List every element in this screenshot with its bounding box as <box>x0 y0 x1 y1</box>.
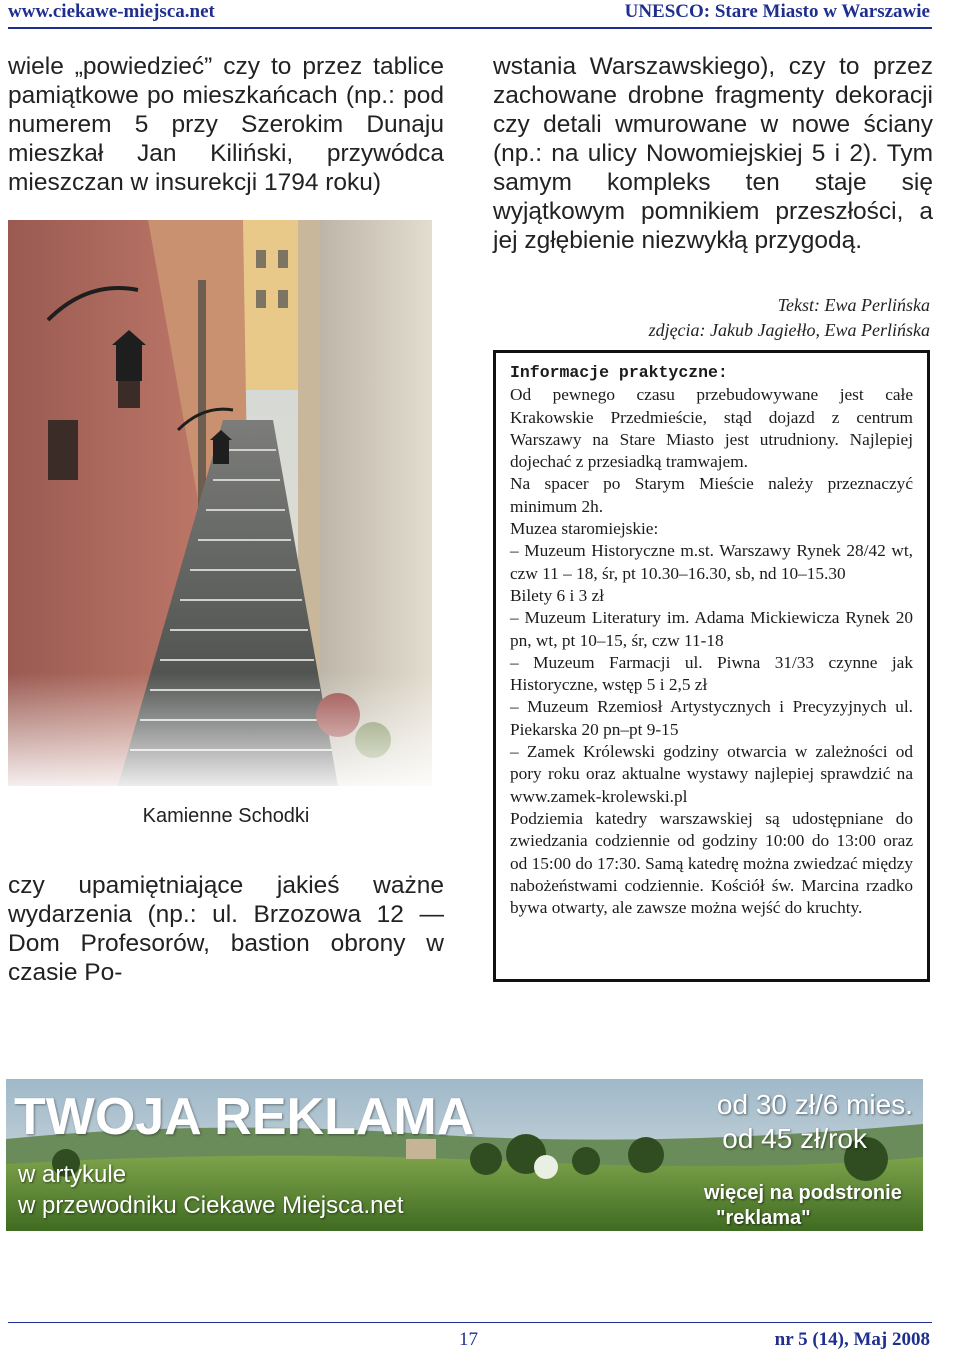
info-paragraph: – Zamek Królewski godziny otwarcia w zależności od pory roku oraz aktualne wystawy najlepiej sprawdzić na www.zamek-krolewski.pl <box>510 742 913 806</box>
issue-label: nr 5 (14), Maj 2008 <box>774 1329 930 1350</box>
info-paragraph: – Muzeum Farmacji ul. Piwna 31/33 czynne jak Historyczne, wstęp 5 i 2,5 zł <box>510 652 913 695</box>
stairs-illustration <box>8 220 432 786</box>
info-paragraph: – Muzeum Historyczne m.st. Warszawy Rynek 28/42 wt, czw 11 – 18, śr, pt 10.30–16.30, sb, nd 10–15.30 <box>510 541 913 583</box>
header-rule <box>8 27 932 29</box>
ad-more-info-line-2[interactable]: "reklama" <box>716 1207 811 1229</box>
ad-subline-2: w przewodniku Ciekawe Miejsca.net <box>18 1192 404 1219</box>
ad-subline-1: w artykule <box>18 1161 127 1188</box>
ad-price-6-months: od 30 zł/6 mies. <box>716 1089 913 1120</box>
left-column-bottom-text: czy upamiętniające jakieś ważne wydarzenia (np.: ul. Brzozowa 12 — Dom Profesorów, bastion obrony w czasie Po- <box>8 872 444 986</box>
ad-headline: TWOJA REKLAMA <box>14 1088 475 1146</box>
info-paragraph: Od pewnego czasu przebudowywane jest całe Krakowskie Przedmieście, stąd dojazd z centrum Warszawy na Stare Miasto jest utrudniony. Najlepiej dojechać z przesiadką tramwajem. <box>510 385 913 472</box>
text-author: Tekst: Ewa Perlińska <box>777 295 930 315</box>
info-paragraph: – Muzeum Literatury im. Adama Mickiewicza Rynek 20 pn, wt, pt 10–15, śr, czw 11-18 <box>510 608 913 650</box>
info-paragraph: Bilety 6 i 3 zł <box>510 585 605 605</box>
section-title: UNESCO: Stare Miasto w Warszawie <box>624 1 930 22</box>
page-number: 17 <box>459 1329 478 1350</box>
ad-price-year: od 45 zł/rok <box>722 1123 867 1154</box>
left-column-top-text: wiele „powiedzieć” czy to przez tablice pamiątkowe po mieszkańcach (np.: pod numerem 5 przy Szerokim Dunaju mieszkał Jan Kiliński, przywódca mieszczan w insurekcji 1794 roku) <box>8 53 444 196</box>
info-paragraph: – Muzeum Rzemiosł Artystycznych i Precyzyjnych ul. Piekarska 20 pn–pt 9-15 <box>510 697 913 739</box>
photo-authors: zdjęcia: Jakub Jagiełło, Ewa Perlińska <box>648 320 930 340</box>
info-paragraph: Muzea staromiejskie: <box>510 519 659 539</box>
stone-stairs-photo <box>8 220 432 786</box>
ad-more-info-line-1[interactable]: więcej na podstronie <box>704 1182 902 1204</box>
info-title: Informacje praktyczne: <box>510 363 728 382</box>
credits <box>649 293 930 343</box>
info-paragraph: Podziemia katedry warszawskiej są udostępniane do zwiedzania codziennie od godziny 10:00 do 13:00 oraz od 15:00 do 17:30. Samą katedrę można zwiedzać między nabożeństwami codziennie. Kościół św. Marcina rzadko bywa otwarty, ale zawsze można wejść do kruchty. <box>510 808 913 918</box>
ad-banner[interactable] <box>6 1079 923 1231</box>
right-column-top-text: wstania Warszawskiego), czy to przez zachowane drobne fragmenty dekoracji czy detali wmurowane w nowe ściany (np.: na ulicy Nowomiejskiej 5 i 2). Tym samym kompleks ten staje się wyjątkowym pomnikiem przeszłości, a jej zgłębienie niezwykłą przygodą. <box>493 53 933 254</box>
photo-caption: Kamienne Schodki <box>142 805 310 827</box>
footer-rule <box>8 1322 932 1323</box>
practical-info-box <box>493 350 930 982</box>
info-paragraph: Na spacer po Starym Mieście należy przeznaczyć minimum 2h. <box>510 474 913 516</box>
site-url[interactable]: www.ciekawe-miejsca.net <box>8 1 215 22</box>
